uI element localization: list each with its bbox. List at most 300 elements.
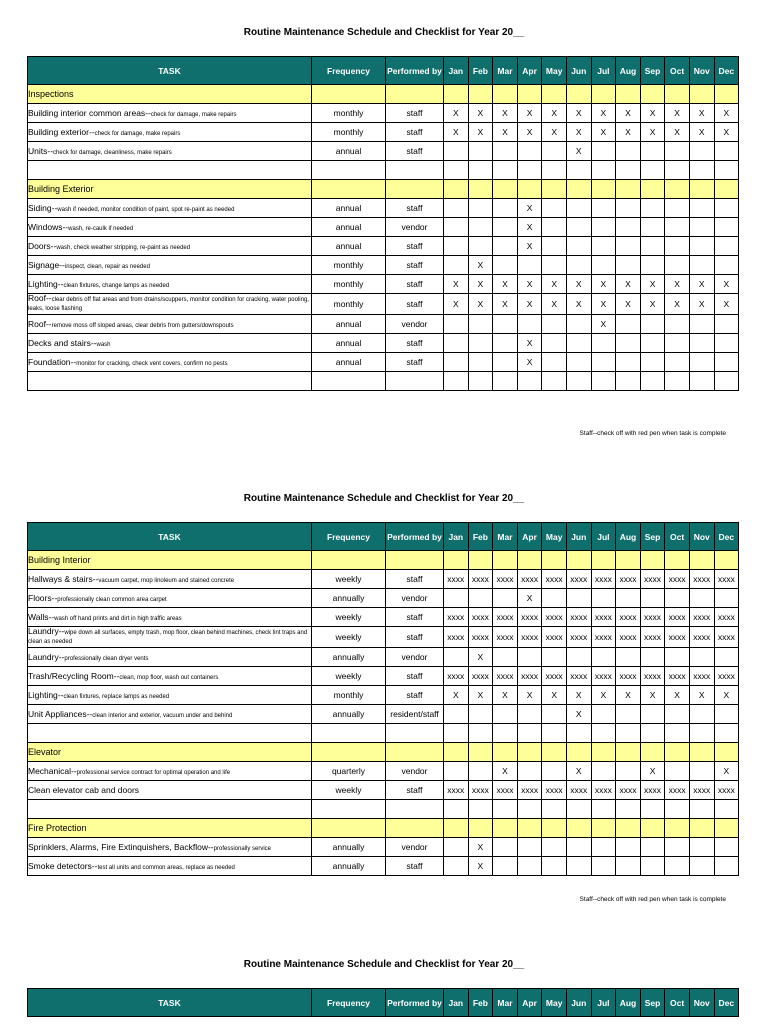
month-check-cell[interactable]: X — [542, 686, 567, 705]
month-check-cell[interactable]: X — [517, 686, 542, 705]
blank-cell[interactable] — [493, 724, 518, 743]
blank-cell[interactable] — [444, 800, 469, 819]
month-check-cell[interactable] — [444, 142, 469, 161]
month-check-cell[interactable] — [566, 256, 591, 275]
blank-cell[interactable] — [689, 161, 714, 180]
month-check-cell[interactable] — [468, 819, 493, 838]
month-check-cell[interactable]: X — [640, 762, 665, 781]
month-check-cell[interactable]: xxxx — [640, 781, 665, 800]
month-check-cell[interactable]: X — [468, 104, 493, 123]
month-check-cell[interactable] — [714, 142, 739, 161]
blank-cell[interactable] — [616, 372, 641, 391]
month-check-cell[interactable] — [689, 180, 714, 199]
month-check-cell[interactable] — [591, 589, 616, 608]
month-check-cell[interactable] — [542, 551, 567, 570]
blank-cell[interactable] — [468, 161, 493, 180]
blank-cell[interactable] — [714, 372, 739, 391]
month-check-cell[interactable]: X — [493, 104, 518, 123]
month-check-cell[interactable]: xxxx — [616, 570, 641, 589]
month-check-cell[interactable]: xxxx — [493, 781, 518, 800]
month-check-cell[interactable] — [714, 551, 739, 570]
month-check-cell[interactable]: xxxx — [566, 608, 591, 627]
month-check-cell[interactable] — [468, 199, 493, 218]
performed-by-cell[interactable] — [386, 180, 444, 199]
month-check-cell[interactable] — [714, 315, 739, 334]
month-check-cell[interactable] — [616, 838, 641, 857]
month-check-cell[interactable] — [714, 85, 739, 104]
blank-cell[interactable] — [542, 724, 567, 743]
month-check-cell[interactable] — [591, 838, 616, 857]
month-check-cell[interactable]: X — [566, 705, 591, 724]
month-check-cell[interactable] — [689, 85, 714, 104]
month-check-cell[interactable] — [714, 819, 739, 838]
month-check-cell[interactable] — [714, 353, 739, 372]
month-check-cell[interactable] — [591, 743, 616, 762]
month-check-cell[interactable] — [640, 142, 665, 161]
month-check-cell[interactable]: X — [566, 142, 591, 161]
month-check-cell[interactable] — [591, 334, 616, 353]
month-check-cell[interactable] — [665, 334, 690, 353]
month-check-cell[interactable] — [468, 180, 493, 199]
month-check-cell[interactable] — [517, 85, 542, 104]
month-check-cell[interactable]: X — [444, 104, 469, 123]
month-check-cell[interactable] — [640, 256, 665, 275]
month-check-cell[interactable] — [444, 857, 469, 876]
month-check-cell[interactable] — [493, 256, 518, 275]
month-check-cell[interactable]: X — [616, 686, 641, 705]
month-check-cell[interactable] — [689, 743, 714, 762]
month-check-cell[interactable] — [444, 199, 469, 218]
month-check-cell[interactable] — [493, 838, 518, 857]
blank-cell[interactable] — [444, 724, 469, 743]
month-check-cell[interactable] — [689, 237, 714, 256]
month-check-cell[interactable] — [616, 142, 641, 161]
month-check-cell[interactable]: xxxx — [444, 570, 469, 589]
month-check-cell[interactable] — [517, 648, 542, 667]
month-check-cell[interactable] — [616, 589, 641, 608]
blank-cell[interactable] — [714, 161, 739, 180]
month-check-cell[interactable] — [714, 838, 739, 857]
month-check-cell[interactable]: xxxx — [468, 570, 493, 589]
month-check-cell[interactable] — [616, 551, 641, 570]
month-check-cell[interactable]: xxxx — [714, 627, 739, 648]
month-check-cell[interactable] — [517, 819, 542, 838]
month-check-cell[interactable]: xxxx — [566, 570, 591, 589]
month-check-cell[interactable]: X — [493, 294, 518, 315]
month-check-cell[interactable] — [591, 705, 616, 724]
month-check-cell[interactable]: xxxx — [714, 781, 739, 800]
month-check-cell[interactable]: X — [714, 294, 739, 315]
month-check-cell[interactable] — [444, 180, 469, 199]
month-check-cell[interactable] — [591, 648, 616, 667]
blank-cell[interactable] — [665, 372, 690, 391]
month-check-cell[interactable] — [714, 199, 739, 218]
month-check-cell[interactable] — [616, 705, 641, 724]
month-check-cell[interactable]: xxxx — [591, 781, 616, 800]
month-check-cell[interactable]: X — [591, 294, 616, 315]
month-check-cell[interactable]: xxxx — [640, 570, 665, 589]
blank-cell[interactable] — [386, 161, 444, 180]
month-check-cell[interactable] — [493, 705, 518, 724]
month-check-cell[interactable]: X — [517, 237, 542, 256]
frequency-cell[interactable] — [312, 180, 386, 199]
month-check-cell[interactable] — [665, 237, 690, 256]
month-check-cell[interactable]: X — [542, 104, 567, 123]
month-check-cell[interactable] — [493, 589, 518, 608]
month-check-cell[interactable]: xxxx — [591, 627, 616, 648]
month-check-cell[interactable]: X — [714, 104, 739, 123]
month-check-cell[interactable] — [517, 180, 542, 199]
blank-cell[interactable] — [312, 161, 386, 180]
month-check-cell[interactable]: xxxx — [493, 627, 518, 648]
month-check-cell[interactable] — [444, 648, 469, 667]
month-check-cell[interactable] — [616, 180, 641, 199]
blank-cell[interactable] — [591, 372, 616, 391]
month-check-cell[interactable] — [616, 199, 641, 218]
month-check-cell[interactable] — [689, 334, 714, 353]
month-check-cell[interactable] — [444, 743, 469, 762]
month-check-cell[interactable]: xxxx — [689, 781, 714, 800]
month-check-cell[interactable] — [566, 237, 591, 256]
blank-cell[interactable] — [566, 372, 591, 391]
month-check-cell[interactable]: xxxx — [566, 627, 591, 648]
month-check-cell[interactable] — [616, 218, 641, 237]
month-check-cell[interactable] — [689, 353, 714, 372]
month-check-cell[interactable]: X — [468, 256, 493, 275]
month-check-cell[interactable] — [640, 218, 665, 237]
month-check-cell[interactable]: X — [640, 294, 665, 315]
month-check-cell[interactable] — [665, 743, 690, 762]
month-check-cell[interactable]: xxxx — [689, 570, 714, 589]
blank-cell[interactable] — [640, 724, 665, 743]
month-check-cell[interactable]: xxxx — [493, 608, 518, 627]
month-check-cell[interactable]: X — [566, 104, 591, 123]
month-check-cell[interactable] — [468, 589, 493, 608]
month-check-cell[interactable] — [714, 218, 739, 237]
month-check-cell[interactable]: X — [689, 294, 714, 315]
month-check-cell[interactable]: X — [444, 275, 469, 294]
month-check-cell[interactable]: X — [468, 275, 493, 294]
month-check-cell[interactable] — [542, 199, 567, 218]
blank-cell[interactable] — [312, 372, 386, 391]
month-check-cell[interactable] — [468, 85, 493, 104]
month-check-cell[interactable] — [444, 218, 469, 237]
month-check-cell[interactable]: xxxx — [517, 627, 542, 648]
month-check-cell[interactable]: X — [493, 123, 518, 142]
month-check-cell[interactable] — [640, 705, 665, 724]
month-check-cell[interactable] — [689, 819, 714, 838]
month-check-cell[interactable] — [468, 142, 493, 161]
month-check-cell[interactable] — [517, 142, 542, 161]
month-check-cell[interactable] — [640, 743, 665, 762]
month-check-cell[interactable]: xxxx — [542, 570, 567, 589]
month-check-cell[interactable] — [493, 648, 518, 667]
month-check-cell[interactable]: xxxx — [468, 781, 493, 800]
performed-by-cell[interactable] — [386, 551, 444, 570]
month-check-cell[interactable]: xxxx — [665, 627, 690, 648]
month-check-cell[interactable]: xxxx — [517, 608, 542, 627]
month-check-cell[interactable] — [640, 315, 665, 334]
blank-cell[interactable] — [493, 800, 518, 819]
month-check-cell[interactable]: X — [689, 123, 714, 142]
month-check-cell[interactable] — [566, 199, 591, 218]
month-check-cell[interactable] — [468, 237, 493, 256]
month-check-cell[interactable] — [542, 838, 567, 857]
blank-cell[interactable] — [28, 800, 312, 819]
month-check-cell[interactable] — [591, 237, 616, 256]
month-check-cell[interactable]: xxxx — [468, 667, 493, 686]
month-check-cell[interactable]: xxxx — [444, 627, 469, 648]
month-check-cell[interactable] — [493, 819, 518, 838]
month-check-cell[interactable] — [591, 218, 616, 237]
blank-cell[interactable] — [665, 724, 690, 743]
month-check-cell[interactable] — [689, 705, 714, 724]
month-check-cell[interactable] — [517, 762, 542, 781]
month-check-cell[interactable]: X — [493, 686, 518, 705]
month-check-cell[interactable] — [665, 551, 690, 570]
month-check-cell[interactable]: X — [665, 123, 690, 142]
month-check-cell[interactable]: X — [640, 104, 665, 123]
month-check-cell[interactable]: xxxx — [591, 608, 616, 627]
month-check-cell[interactable] — [542, 315, 567, 334]
month-check-cell[interactable] — [689, 142, 714, 161]
month-check-cell[interactable]: X — [640, 686, 665, 705]
frequency-cell[interactable] — [312, 819, 386, 838]
month-check-cell[interactable]: xxxx — [493, 667, 518, 686]
month-check-cell[interactable]: xxxx — [616, 781, 641, 800]
month-check-cell[interactable]: xxxx — [444, 781, 469, 800]
month-check-cell[interactable] — [689, 199, 714, 218]
month-check-cell[interactable]: xxxx — [517, 570, 542, 589]
month-check-cell[interactable] — [493, 237, 518, 256]
blank-cell[interactable] — [616, 161, 641, 180]
month-check-cell[interactable] — [616, 648, 641, 667]
month-check-cell[interactable]: xxxx — [665, 608, 690, 627]
month-check-cell[interactable] — [517, 857, 542, 876]
month-check-cell[interactable] — [640, 838, 665, 857]
month-check-cell[interactable] — [714, 743, 739, 762]
month-check-cell[interactable]: X — [689, 104, 714, 123]
month-check-cell[interactable] — [468, 762, 493, 781]
month-check-cell[interactable] — [542, 218, 567, 237]
month-check-cell[interactable] — [640, 180, 665, 199]
month-check-cell[interactable] — [591, 353, 616, 372]
month-check-cell[interactable] — [493, 334, 518, 353]
blank-cell[interactable] — [468, 800, 493, 819]
month-check-cell[interactable] — [640, 237, 665, 256]
month-check-cell[interactable] — [591, 551, 616, 570]
month-check-cell[interactable] — [468, 551, 493, 570]
month-check-cell[interactable]: X — [517, 294, 542, 315]
frequency-cell[interactable] — [312, 743, 386, 762]
month-check-cell[interactable]: xxxx — [566, 667, 591, 686]
month-check-cell[interactable] — [542, 743, 567, 762]
month-check-cell[interactable] — [542, 142, 567, 161]
month-check-cell[interactable] — [616, 237, 641, 256]
month-check-cell[interactable]: X — [542, 275, 567, 294]
blank-cell[interactable] — [714, 724, 739, 743]
month-check-cell[interactable] — [714, 334, 739, 353]
month-check-cell[interactable] — [689, 589, 714, 608]
month-check-cell[interactable] — [468, 334, 493, 353]
month-check-cell[interactable] — [542, 705, 567, 724]
month-check-cell[interactable] — [714, 648, 739, 667]
month-check-cell[interactable] — [591, 142, 616, 161]
month-check-cell[interactable] — [493, 315, 518, 334]
month-check-cell[interactable] — [665, 648, 690, 667]
month-check-cell[interactable]: X — [591, 123, 616, 142]
blank-cell[interactable] — [665, 161, 690, 180]
frequency-cell[interactable] — [312, 551, 386, 570]
month-check-cell[interactable] — [542, 762, 567, 781]
month-check-cell[interactable]: xxxx — [517, 781, 542, 800]
month-check-cell[interactable] — [566, 334, 591, 353]
blank-cell[interactable] — [517, 800, 542, 819]
month-check-cell[interactable]: X — [468, 294, 493, 315]
blank-cell[interactable] — [312, 800, 386, 819]
month-check-cell[interactable] — [444, 237, 469, 256]
month-check-cell[interactable] — [665, 353, 690, 372]
month-check-cell[interactable] — [493, 353, 518, 372]
month-check-cell[interactable]: X — [493, 275, 518, 294]
blank-cell[interactable] — [28, 161, 312, 180]
month-check-cell[interactable] — [493, 142, 518, 161]
month-check-cell[interactable]: X — [616, 104, 641, 123]
month-check-cell[interactable]: xxxx — [616, 608, 641, 627]
blank-cell[interactable] — [468, 372, 493, 391]
month-check-cell[interactable]: xxxx — [542, 627, 567, 648]
month-check-cell[interactable] — [517, 256, 542, 275]
month-check-cell[interactable] — [616, 85, 641, 104]
month-check-cell[interactable] — [444, 762, 469, 781]
month-check-cell[interactable] — [640, 648, 665, 667]
month-check-cell[interactable] — [640, 819, 665, 838]
month-check-cell[interactable] — [517, 743, 542, 762]
blank-cell[interactable] — [616, 724, 641, 743]
month-check-cell[interactable] — [444, 819, 469, 838]
month-check-cell[interactable] — [665, 838, 690, 857]
month-check-cell[interactable] — [640, 589, 665, 608]
month-check-cell[interactable] — [444, 353, 469, 372]
month-check-cell[interactable] — [468, 743, 493, 762]
month-check-cell[interactable] — [640, 857, 665, 876]
month-check-cell[interactable]: xxxx — [444, 667, 469, 686]
month-check-cell[interactable] — [665, 762, 690, 781]
month-check-cell[interactable] — [566, 551, 591, 570]
month-check-cell[interactable]: xxxx — [444, 608, 469, 627]
month-check-cell[interactable] — [616, 256, 641, 275]
month-check-cell[interactable]: X — [640, 123, 665, 142]
month-check-cell[interactable] — [640, 551, 665, 570]
month-check-cell[interactable]: X — [689, 275, 714, 294]
month-check-cell[interactable] — [566, 589, 591, 608]
month-check-cell[interactable]: X — [591, 686, 616, 705]
blank-cell[interactable] — [386, 724, 444, 743]
month-check-cell[interactable] — [444, 705, 469, 724]
month-check-cell[interactable] — [542, 85, 567, 104]
month-check-cell[interactable]: X — [714, 123, 739, 142]
performed-by-cell[interactable] — [386, 85, 444, 104]
month-check-cell[interactable] — [616, 762, 641, 781]
month-check-cell[interactable]: X — [517, 334, 542, 353]
blank-cell[interactable] — [493, 161, 518, 180]
month-check-cell[interactable]: X — [444, 294, 469, 315]
month-check-cell[interactable] — [689, 256, 714, 275]
blank-cell[interactable] — [566, 800, 591, 819]
month-check-cell[interactable]: X — [591, 104, 616, 123]
blank-cell[interactable] — [444, 161, 469, 180]
month-check-cell[interactable] — [542, 180, 567, 199]
month-check-cell[interactable] — [542, 334, 567, 353]
month-check-cell[interactable] — [689, 551, 714, 570]
month-check-cell[interactable]: xxxx — [542, 667, 567, 686]
month-check-cell[interactable] — [566, 353, 591, 372]
month-check-cell[interactable]: X — [714, 762, 739, 781]
month-check-cell[interactable] — [493, 551, 518, 570]
month-check-cell[interactable] — [542, 237, 567, 256]
month-check-cell[interactable] — [591, 819, 616, 838]
month-check-cell[interactable]: X — [517, 353, 542, 372]
month-check-cell[interactable]: X — [517, 199, 542, 218]
month-check-cell[interactable] — [665, 142, 690, 161]
month-check-cell[interactable] — [591, 256, 616, 275]
month-check-cell[interactable] — [517, 315, 542, 334]
month-check-cell[interactable]: xxxx — [468, 627, 493, 648]
month-check-cell[interactable]: X — [517, 275, 542, 294]
month-check-cell[interactable] — [665, 199, 690, 218]
month-check-cell[interactable] — [517, 551, 542, 570]
month-check-cell[interactable] — [493, 218, 518, 237]
month-check-cell[interactable] — [566, 85, 591, 104]
month-check-cell[interactable] — [444, 334, 469, 353]
month-check-cell[interactable]: xxxx — [640, 667, 665, 686]
month-check-cell[interactable] — [689, 648, 714, 667]
month-check-cell[interactable] — [665, 180, 690, 199]
month-check-cell[interactable] — [542, 648, 567, 667]
month-check-cell[interactable]: xxxx — [714, 667, 739, 686]
month-check-cell[interactable] — [517, 838, 542, 857]
month-check-cell[interactable]: X — [444, 686, 469, 705]
month-check-cell[interactable]: xxxx — [665, 570, 690, 589]
month-check-cell[interactable]: X — [566, 123, 591, 142]
blank-cell[interactable] — [616, 800, 641, 819]
month-check-cell[interactable] — [665, 256, 690, 275]
month-check-cell[interactable] — [542, 819, 567, 838]
month-check-cell[interactable]: X — [566, 686, 591, 705]
month-check-cell[interactable]: X — [665, 275, 690, 294]
month-check-cell[interactable] — [640, 353, 665, 372]
month-check-cell[interactable] — [616, 315, 641, 334]
month-check-cell[interactable]: xxxx — [542, 781, 567, 800]
month-check-cell[interactable] — [444, 589, 469, 608]
blank-cell[interactable] — [640, 161, 665, 180]
month-check-cell[interactable] — [640, 85, 665, 104]
month-check-cell[interactable]: xxxx — [616, 627, 641, 648]
blank-cell[interactable] — [640, 372, 665, 391]
blank-cell[interactable] — [28, 724, 312, 743]
month-check-cell[interactable]: X — [616, 275, 641, 294]
month-check-cell[interactable] — [591, 85, 616, 104]
blank-cell[interactable] — [542, 372, 567, 391]
month-check-cell[interactable] — [468, 705, 493, 724]
performed-by-cell[interactable] — [386, 819, 444, 838]
month-check-cell[interactable] — [665, 819, 690, 838]
month-check-cell[interactable] — [566, 857, 591, 876]
month-check-cell[interactable] — [566, 838, 591, 857]
blank-cell[interactable] — [591, 161, 616, 180]
month-check-cell[interactable]: X — [468, 123, 493, 142]
month-check-cell[interactable]: xxxx — [640, 627, 665, 648]
